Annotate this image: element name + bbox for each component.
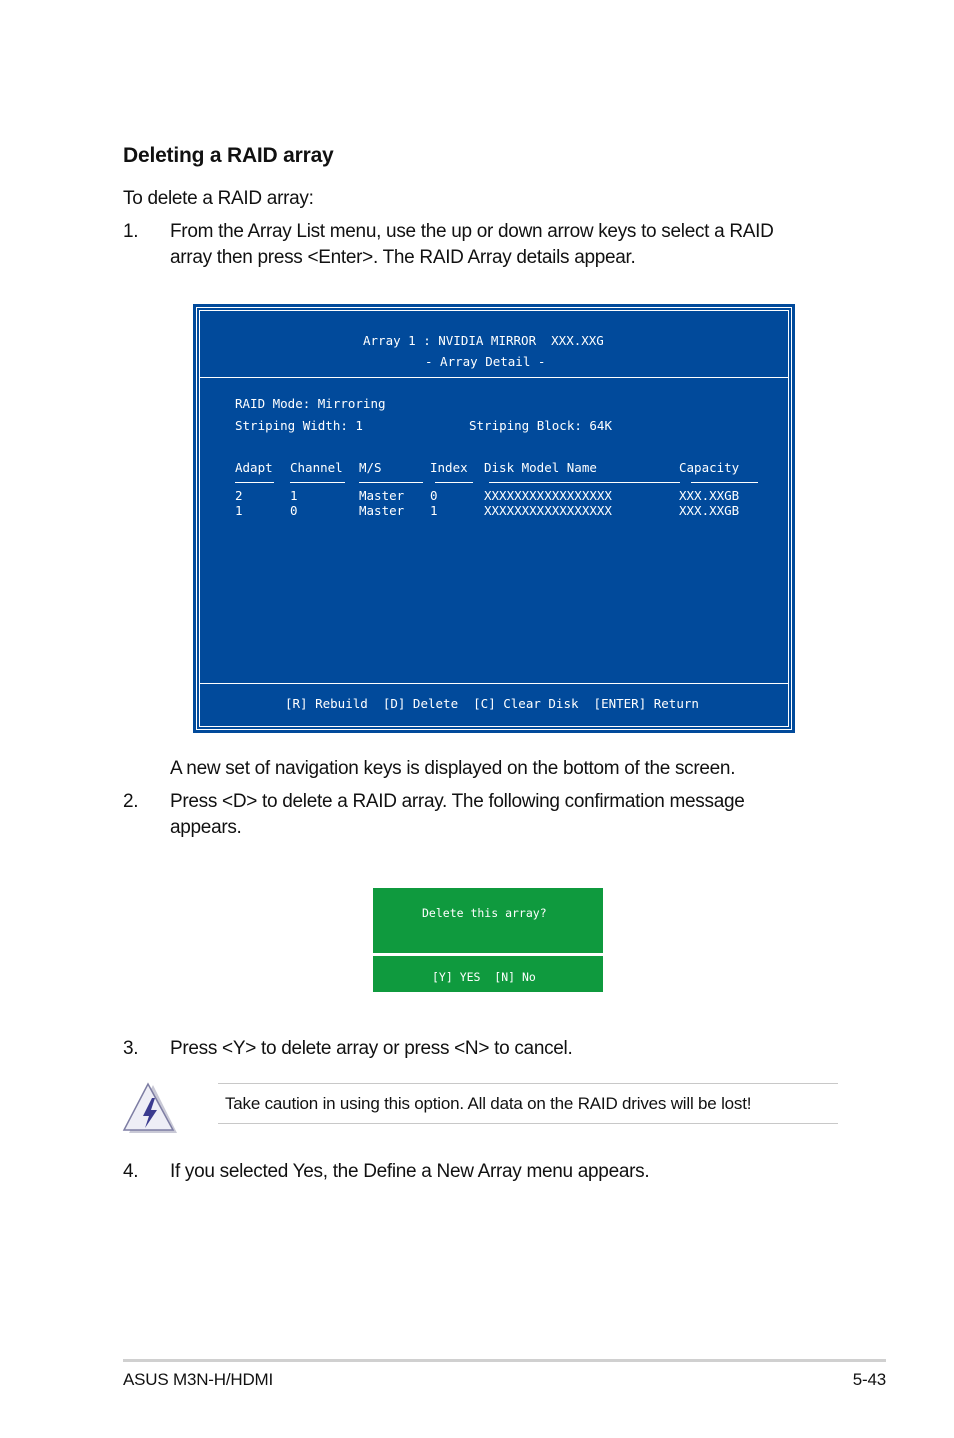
- col-header-adapt: Adapt: [235, 460, 273, 475]
- step-3-text: Press <Y> to delete array or press <N> to cancel.: [170, 1038, 573, 1059]
- table-cell: XXXXXXXXXXXXXXXXX: [484, 503, 612, 518]
- confirm-message-box: [373, 888, 603, 953]
- warning-icon: [121, 1082, 179, 1136]
- table-cell: 1: [235, 503, 243, 518]
- footer-divider: [199, 683, 789, 684]
- step-4-number: 4.: [123, 1161, 139, 1182]
- col-header-channel: Channel: [290, 460, 343, 475]
- step-1-number: 1.: [123, 221, 139, 242]
- confirm-options: [Y] YES [N] No: [432, 970, 536, 984]
- footer-page-number: 5-43: [852, 1370, 886, 1389]
- col-underline-ms: [359, 482, 423, 483]
- array-title: Array 1 : NVIDIA MIRROR XXX.XXG: [363, 333, 604, 348]
- array-detail-screen: [193, 304, 795, 733]
- table-cell: 1: [430, 503, 438, 518]
- table-cell: 2: [235, 488, 243, 503]
- col-underline-adapt: [235, 482, 274, 483]
- confirm-question: Delete this array?: [422, 906, 547, 920]
- confirm-options-box: [373, 956, 603, 992]
- raid-mode: RAID Mode: Mirroring: [235, 396, 386, 411]
- table-cell: XXX.XXGB: [679, 488, 740, 503]
- table-cell: XXX.XXGB: [679, 503, 740, 518]
- caution-text: Take caution in using this option. All data on the RAID drives will be lost!: [225, 1094, 752, 1113]
- footer-product-name: ASUS M3N-H/HDMI: [123, 1370, 274, 1389]
- striping-block: Striping Block: 64K: [469, 418, 612, 433]
- striping-width: Striping Width: 1: [235, 418, 363, 433]
- caution-top-rule: [218, 1083, 838, 1084]
- footer-rule: [123, 1359, 886, 1362]
- table-cell: Master: [359, 503, 405, 518]
- header-divider: [199, 377, 789, 378]
- col-underline-channel: [290, 482, 345, 483]
- step-1-line-2: array then press <Enter>. The RAID Array details appear.: [170, 247, 636, 268]
- step-2-number: 2.: [123, 791, 139, 812]
- step-3-number: 3.: [123, 1038, 139, 1059]
- step-4-text: If you selected Yes, the Define a New Array menu appears.: [170, 1161, 650, 1182]
- step-2-line-1: Press <D> to delete a RAID array. The following confirmation message: [170, 791, 745, 812]
- table-cell: XXXXXXXXXXXXXXXXX: [484, 488, 612, 503]
- step-1-line-1: From the Array List menu, use the up or down arrow keys to select a RAID: [170, 221, 774, 242]
- col-header-capacity: Capacity: [679, 460, 740, 475]
- table-cell: 0: [430, 488, 438, 503]
- table-cell: 1: [290, 488, 298, 503]
- navigation-keys: [R] Rebuild [D] Delete [C] Clear Disk [ENTER] Return: [285, 696, 699, 711]
- col-header-ms: M/S: [359, 460, 382, 475]
- col-underline-capacity: [691, 482, 758, 483]
- col-header-index: Index: [430, 460, 468, 475]
- col-underline-index: [435, 482, 473, 483]
- intro-text: To delete a RAID array:: [123, 188, 314, 209]
- step-2-line-2: appears.: [170, 817, 242, 838]
- screen-border-inner: [199, 310, 789, 727]
- caution-bottom-rule: [218, 1123, 838, 1124]
- navigation-note: A new set of navigation keys is displayed on the bottom of the screen.: [170, 758, 736, 779]
- table-cell: 0: [290, 503, 298, 518]
- section-heading: Deleting a RAID array: [123, 144, 334, 167]
- array-detail-subtitle: - Array Detail -: [425, 354, 546, 369]
- table-cell: Master: [359, 488, 405, 503]
- col-header-disk-model: Disk Model Name: [484, 460, 597, 475]
- col-underline-disk-model: [489, 482, 680, 483]
